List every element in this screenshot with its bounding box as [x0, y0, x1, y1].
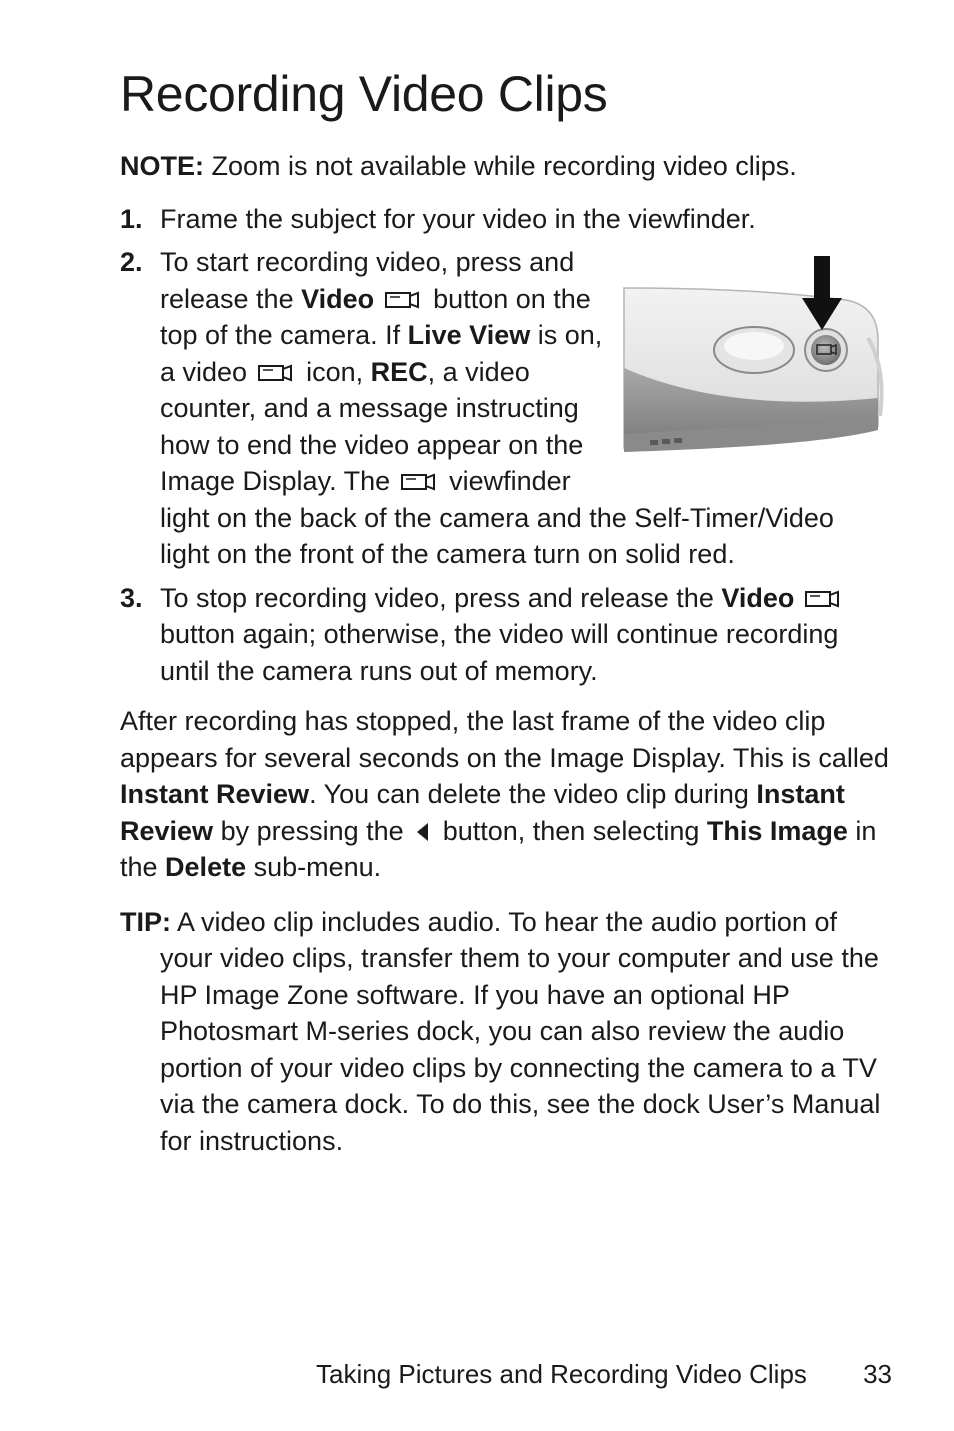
video-camera-icon	[802, 586, 846, 612]
step-text-3: is on, a video	[160, 320, 603, 387]
step-2	[120, 244, 890, 573]
step-text-4: icon,	[306, 356, 371, 387]
video-camera-icon	[398, 469, 442, 495]
page-title: Recording Video Clips	[120, 66, 608, 122]
this-image-term: This Image	[706, 815, 848, 846]
step-text-6: viewfinder light on the back of the camera and the Self-Timer/Video light on the front of the camera turn on solid red.	[160, 466, 834, 569]
footer-chapter-title: Taking Pictures and Recording Video Clips	[316, 1359, 807, 1389]
note-text: Zoom is not available while recording video clips.	[204, 151, 797, 181]
paragraph-text: After recording has stopped, the last frame of the video clip appears for several seconds on the Image Display. This is called	[120, 706, 889, 773]
step-text-2: button on the top of the camera. If	[160, 283, 591, 350]
step-text-2: button again; otherwise, the video will continue recording until the camera runs out of memory.	[160, 619, 839, 686]
manual-page	[120, 62, 890, 1159]
step-text: Frame the subject for your video in the viewfinder.	[160, 203, 756, 234]
step-number: 3.	[120, 582, 143, 613]
step-text-1: To stop recording video, press and release the	[160, 582, 722, 613]
live-view-label: Live View	[407, 320, 531, 350]
note-label: NOTE:	[120, 151, 204, 181]
step-text-1: To start recording video, press and release the	[160, 247, 575, 314]
delete-term: Delete	[165, 852, 247, 882]
video-button-label: Video	[721, 582, 795, 613]
left-arrow-icon	[411, 819, 435, 845]
tip-paragraph	[120, 904, 890, 1160]
paragraph-text: button, then selecting	[435, 815, 707, 846]
step-1	[120, 201, 890, 238]
tip-label: TIP:	[120, 906, 171, 937]
paragraph-text: by pressing the	[213, 815, 412, 846]
step-3	[120, 580, 890, 690]
footer-page-number: 33	[863, 1359, 892, 1389]
step-number: 2.	[120, 247, 143, 277]
video-camera-icon	[382, 287, 426, 313]
paragraph-text: . You can delete the video clip during	[309, 779, 757, 809]
step-text-5: , a video counter, and a message instructing how to end the video appear on the Image Display. The	[160, 356, 584, 496]
video-camera-icon	[255, 360, 299, 386]
steps-list	[120, 201, 890, 690]
video-button-label: Video	[301, 283, 375, 314]
step-number: 1.	[120, 203, 143, 234]
paragraph-text: in the	[120, 815, 877, 882]
tip-text: A video clip includes audio. To hear the audio portion of your video clips, transfer them to your computer and use the HP Image Zone software. If you have an optional HP Photosmart M-series dock, you can also review the audio portion of your video clips by connecting the camera to a TV via the camera dock. To do this, see the dock User’s Manual for instructions.	[160, 906, 881, 1156]
instant-review-term: Instant Review	[120, 779, 845, 846]
camera-top-illustration	[616, 248, 906, 468]
instant-review-term: Instant Review	[120, 779, 310, 809]
paragraph-text: sub-menu.	[246, 852, 382, 882]
instant-review-paragraph	[120, 703, 890, 886]
note-paragraph	[120, 148, 890, 185]
rec-label: REC	[370, 356, 428, 387]
